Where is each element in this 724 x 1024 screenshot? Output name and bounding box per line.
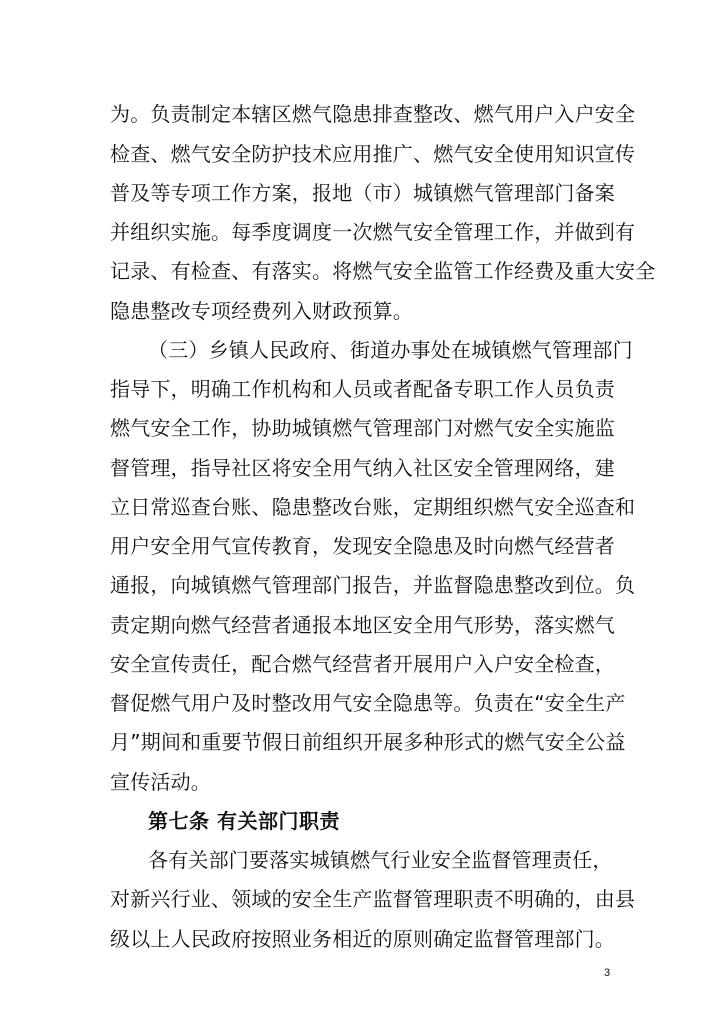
body-text-line: 立日常巡查台账、隐患整改台账，定期组织燃气安全巡查和 (110, 495, 636, 519)
body-text-line: 指导下，明确工作机构和人员或者配备专职工作人员负责 (110, 377, 615, 401)
body-text-line: 级以上人民政府按照业务相近的原则确定监督管理部门。 (110, 927, 615, 951)
body-text-line: 通报，向城镇燃气管理部门报告，并监督隐患整改到位。负 (110, 573, 636, 597)
section-subitem-start: （三）乡镇人民政府、街道办事处在城镇燃气管理部门 (148, 338, 633, 362)
paragraph-start: 各有关部门要落实城镇燃气行业安全监督管理责任， (148, 848, 613, 872)
body-text-line: 月”期间和重要节假日前组织开展多种形式的燃气安全公益 (110, 730, 626, 754)
body-text-line: 并组织实施。每季度调度一次燃气安全管理工作，并做到有 (110, 220, 636, 244)
page-number: 3 (604, 967, 611, 979)
body-text-line: 用户安全用气宣传教育，发现安全隐患及时向燃气经营者 (110, 534, 615, 558)
body-text-line: 为。负责制定本辖区燃气隐患排查整改、燃气用户入户安全 (110, 102, 636, 126)
body-text-line: 责定期向燃气经营者通报本地区安全用气形势，落实燃气 (110, 613, 615, 637)
body-text-line: 督促燃气用户及时整改用气安全隐患等。负责在“安全生产 (110, 691, 626, 715)
body-text-line: 督管理，指导社区将安全用气纳入社区安全管理网络，建 (110, 456, 615, 480)
body-text-line: 燃气安全工作，协助城镇燃气管理部门对燃气安全实施监 (110, 416, 615, 440)
body-text-line: 记录、有检查、有落实。将燃气安全监管工作经费及重大安全 (110, 259, 656, 283)
body-text-line: 检查、燃气安全防护技术应用推广、燃气安全使用知识宣传 (110, 142, 636, 166)
body-text-line: 安全宣传责任，配合燃气经营者开展用户入户安全检查， (110, 652, 615, 676)
body-text-line: 宣传活动。 (110, 770, 211, 794)
body-text-line: 隐患整改专项经费列入财政预算。 (110, 299, 413, 323)
article-heading: 第七条 有关部门职责 (148, 809, 340, 833)
body-text-line: 对新兴行业、领域的安全生产监督管理职责不明确的，由县 (110, 887, 636, 911)
body-text-line: 普及等专项工作方案，报地（市）城镇燃气管理部门备案 (110, 181, 615, 205)
